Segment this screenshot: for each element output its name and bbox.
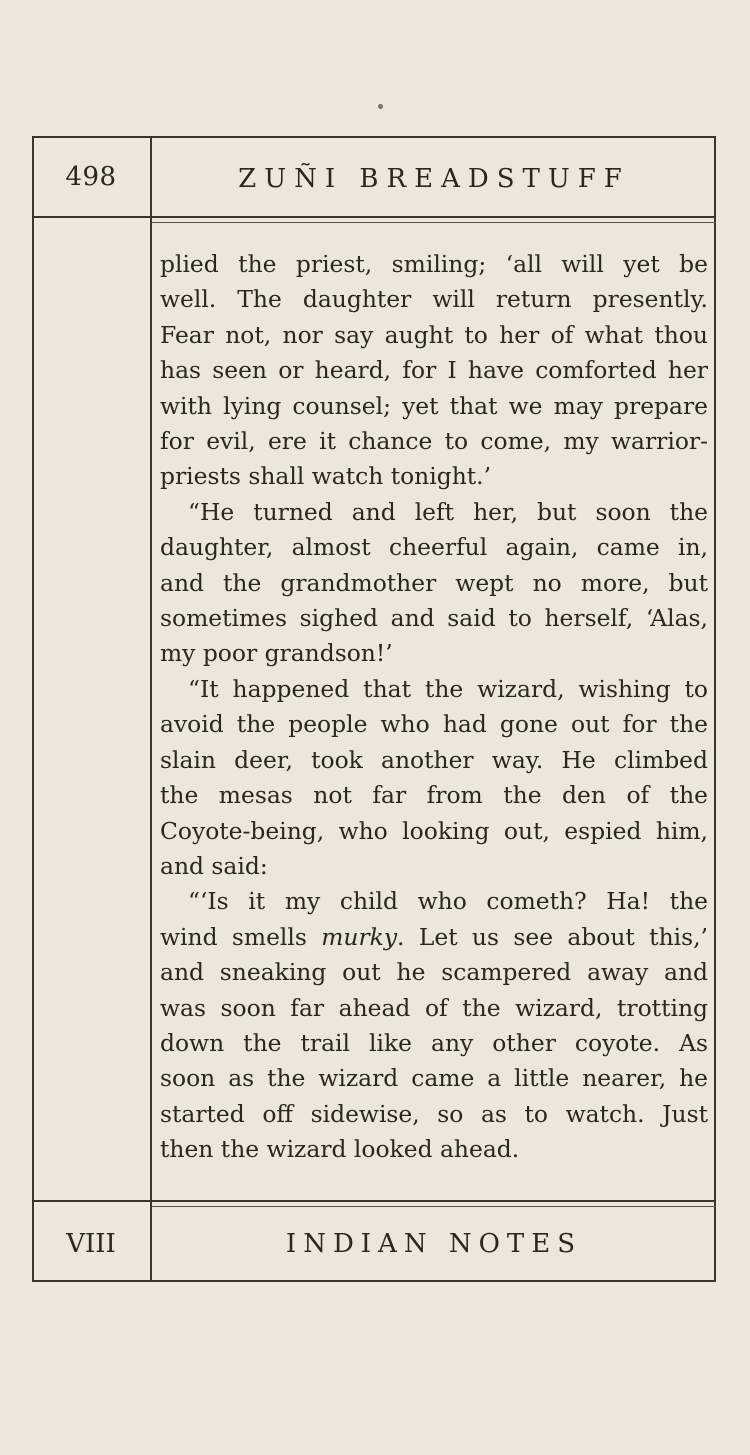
footer-volume: VIII: [66, 1229, 116, 1259]
page-number: 498: [65, 162, 117, 192]
column-divider: [150, 136, 152, 1282]
text-line: was soon far ahead of the wizard, trotting: [160, 993, 708, 1022]
body-text: [160, 247, 708, 1168]
ink-dot: [378, 104, 383, 109]
text-line: and the grandmother wept no more, but: [160, 568, 708, 597]
header-rule: [32, 216, 716, 218]
text-line: started off sidewise, so as to watch. Just: [160, 1099, 708, 1128]
text-line: sometimes sighed and said to herself, ‘Alas,: [160, 604, 708, 633]
text-line: Fear not, nor say aught to her of what thou: [160, 320, 708, 349]
footer-rule: [32, 1200, 716, 1202]
text-line: “It happened that the wizard, wishing to: [188, 674, 708, 703]
text-line: with lying counsel; yet that we may prepare: [160, 391, 708, 420]
text-line: daughter, almost cheerful again, came in,: [160, 533, 708, 562]
text-line: “‘Is it my child who cometh? Ha! the: [188, 887, 708, 916]
text-line: and sneaking out he scampered away and: [160, 958, 708, 987]
text-line: well. The daughter will return presently.: [160, 285, 708, 314]
text-line: wind smells murky. Let us see about this,’: [160, 922, 708, 951]
text-line: slain deer, took another way. He climbed: [160, 745, 708, 774]
text-line: plied the priest, smiling; ‘all will yet be: [160, 250, 708, 278]
running-head: ZUÑI BREADSTUFF: [238, 164, 630, 194]
text-line: “He turned and left her, but soon the: [188, 497, 708, 526]
header-rule-inner: [152, 222, 716, 223]
footer-rule-inner: [152, 1206, 716, 1207]
footer-title: INDIAN NOTES: [285, 1229, 583, 1259]
text-line: my poor grandson!’: [160, 639, 393, 668]
text-line: priests shall watch tonight.’: [160, 462, 492, 491]
text-line: has seen or heard, for I have comforted her: [160, 356, 708, 385]
text-line: for evil, ere it chance to come, my warrior-: [160, 427, 708, 456]
text-line: soon as the wizard came a little nearer, he: [160, 1064, 708, 1093]
text-line: and said:: [160, 851, 268, 880]
text-line: then the wizard looked ahead.: [160, 1135, 520, 1164]
text-line: Coyote-being, who looking out, espied him,: [160, 816, 708, 845]
text-line: avoid the people who had gone out for the: [160, 710, 708, 739]
text-line: down the trail like any other coyote. As: [160, 1028, 708, 1057]
text-line: the mesas not far from the den of the: [160, 781, 708, 810]
